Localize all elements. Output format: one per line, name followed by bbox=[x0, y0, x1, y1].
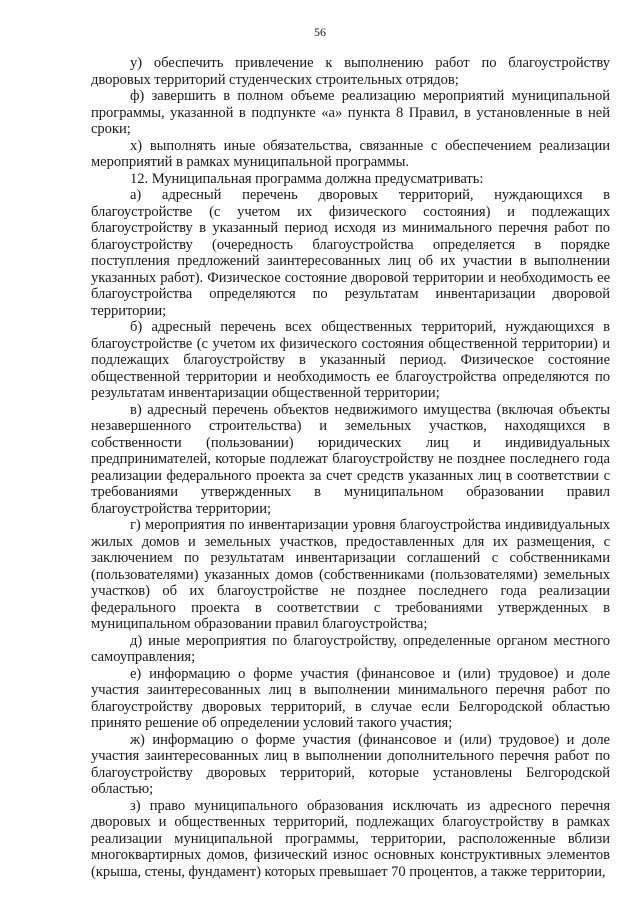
paragraph-v: в) адресный перечень объектов недвижимого имущества (включая объекты незавершенного строительства) и земельных участков, находящихся в собственности (пользовании) юридических лиц и индивидуальных предпринимателей, которые подлежат благоустройству не позднее последнего года реализации федерального проекта за счет средств указанных лиц в соответствии с требованиями утвержденных в муниципальном образовании правил благоустройства территории; bbox=[91, 401, 610, 517]
paragraph-12-heading: 12. Муниципальная программа должна предусматривать: bbox=[130, 170, 484, 187]
paragraph-u: у) обеспечить привлечение к выполнению работ по благоустройству дворовых территорий студенческих строительных отрядов; bbox=[91, 55, 610, 88]
paragraph-z: з) право муниципального образования исключать из адресного перечня дворовых и общественных территорий, подлежащих благоустройству в рамках реализации муниципальной программы, территории, расположенные вблизи многоквартирных домов, физический износ основных конструктивных элементов (крыша, стены, фундамент) которых превышает 70 процентов, а также территории, bbox=[91, 797, 610, 880]
paragraph-f: ф) завершить в полном объеме реализацию мероприятий муниципальной программы, указанной в подпункте «а» пункта 8 Правил, в установленные в ней сроки; bbox=[91, 88, 610, 137]
document-body bbox=[91, 55, 610, 880]
paragraph-e: е) информацию о форме участия (финансовое и (или) трудовое) и доле участия заинтересованных лиц в выполнении минимального перечня работ по благоустройству дворовых территорий, в случае если Белгородской областью принято решение об определении условий такого участия; bbox=[91, 665, 610, 731]
page-number: 56 bbox=[314, 25, 326, 39]
paragraph-d: д) иные мероприятия по благоустройству, определенные органом местного самоуправления; bbox=[91, 632, 610, 665]
paragraph-g: г) мероприятия по инвентаризации уровня благоустройства индивидуальных жилых домов и земельных участков, предоставленных для их размещения, с заключением по результатам инвентаризации соглашений с собственниками (пользователями) указанных домов (собственниками (пользователями) земельных участков) об их благоустройстве не позднее последнего года реализации федерального проекта в соответствии с требованиями утвержденных в муниципальном образовании правил благоустройства; bbox=[91, 517, 610, 632]
paragraph-a: а) адресный перечень дворовых территорий, нуждающихся в благоустройстве (с учетом их физического состояния) и подлежащих благоустройству в указанный период исходя из минимального перечня работ по благоустройству (очередность благоустройства определяется в порядке поступления предложений заинтересованных лиц об их участии в выполнении указанных работ). Физическое состояние дворовой территории и необходимость ее благоустройства определяются по результатам инвентаризации дворовой территории; bbox=[91, 187, 610, 319]
paragraph-zh: ж) информацию о форме участия (финансовое и (или) трудовое) и доле участия заинтересованных лиц в выполнении дополнительного перечня работ по благоустройству дворовых территорий, которые установлены Белгородской областью; bbox=[91, 731, 610, 797]
paragraph-kh: х) выполнять иные обязательства, связанные с обеспечением реализации мероприятий в рамках муниципальной программы. bbox=[91, 137, 610, 170]
paragraph-b: б) адресный перечень всех общественных территорий, нуждающихся в благоустройстве (с учетом их физического состояния общественной территории) и подлежащих благоустройству в указанный период. Физическое состояние общественной территории и необходимость ее благоустройства определяются по результатам инвентаризации общественной территории; bbox=[91, 319, 610, 401]
